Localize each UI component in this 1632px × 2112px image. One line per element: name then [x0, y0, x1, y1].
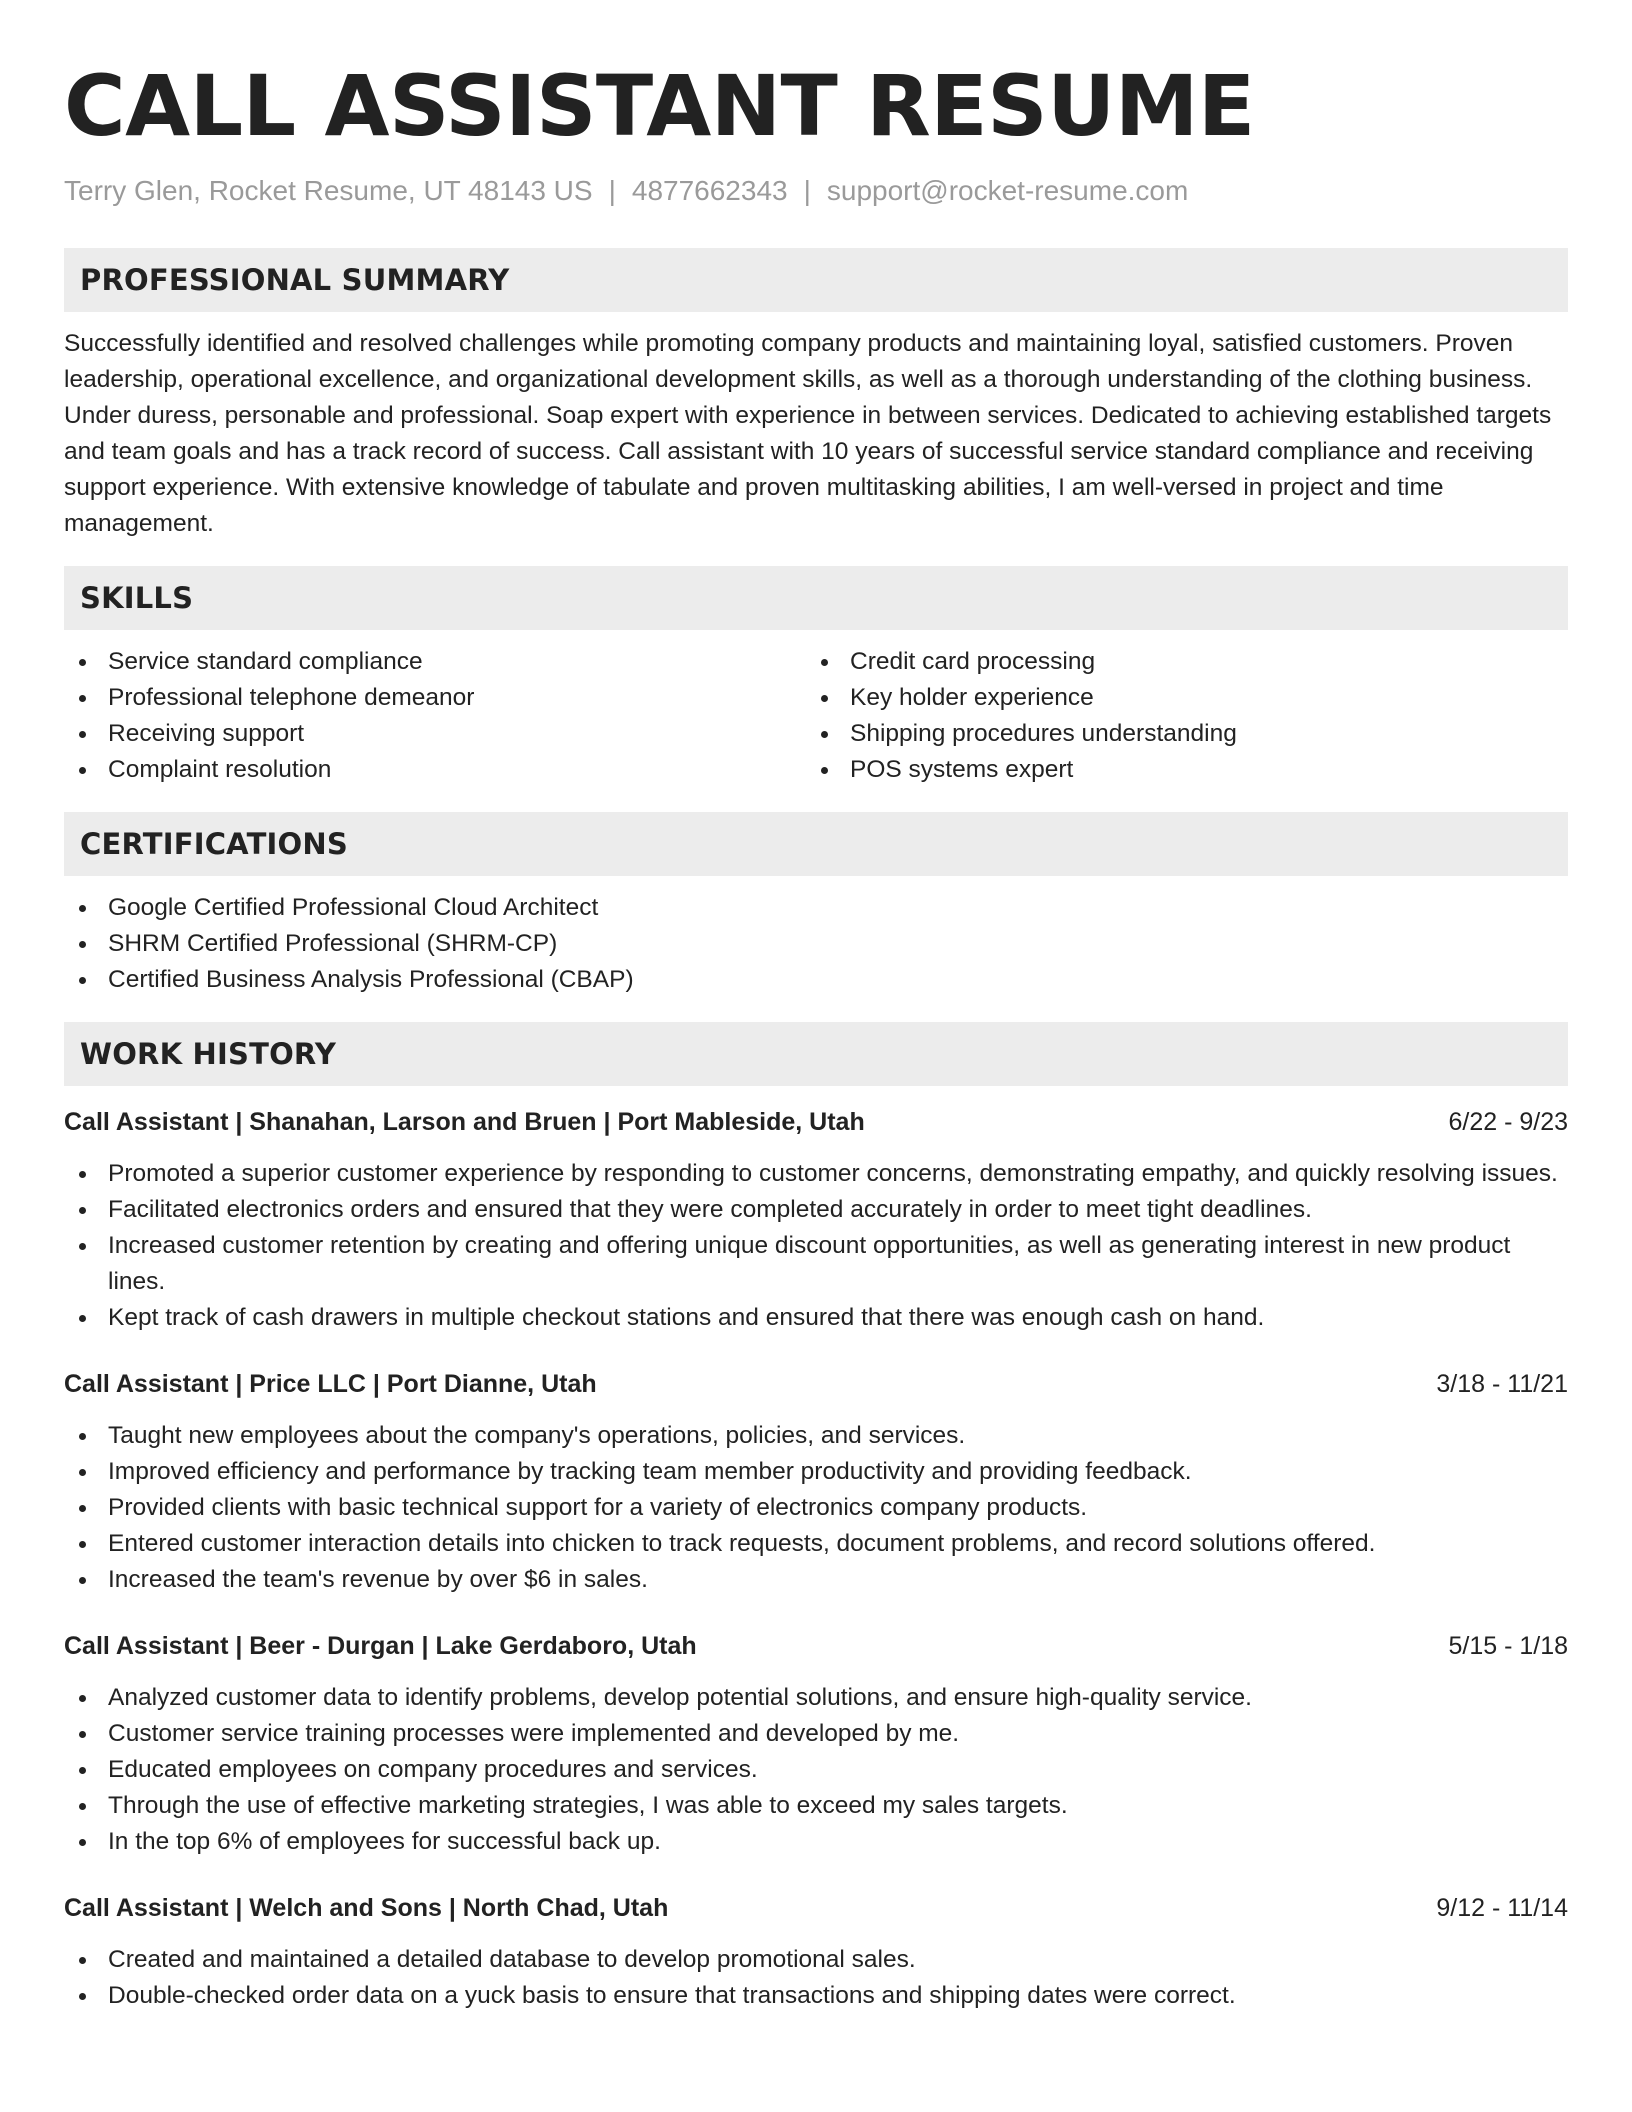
job-bullet: Improved efficiency and performance by tracking team member productivity and providing feedback.: [64, 1454, 1568, 1490]
job-entry: [64, 1366, 1568, 1598]
job-bullet: Double-checked order data on a yuck basis to ensure that transactions and shipping dates were correct.: [64, 1978, 1568, 2014]
job-entry: [64, 1628, 1568, 1860]
job-bullets: [64, 1418, 1568, 1598]
job-bullet: Promoted a superior customer experience by responding to customer concerns, demonstrating empathy, and quickly resolving issues.: [64, 1156, 1568, 1192]
skill-item: Key holder experience: [806, 680, 1568, 716]
certification-item: Certified Business Analysis Professional (CBAP): [64, 962, 1568, 998]
skill-item: POS systems expert: [806, 752, 1568, 788]
job-title: Call Assistant | Welch and Sons | North Chad, Utah: [64, 1894, 669, 1922]
contact-line: [64, 174, 1568, 208]
skill-item: Complaint resolution: [64, 752, 806, 788]
job-title: Call Assistant | Beer - Durgan | Lake Gerdaboro, Utah: [64, 1632, 697, 1660]
skill-item: Credit card processing: [806, 644, 1568, 680]
section-header-summary: PROFESSIONAL SUMMARY: [64, 248, 1568, 312]
job-entry: [64, 1104, 1568, 1336]
job-bullet: Increased customer retention by creating and offering unique discount opportunities, as well as generating interest in new product lines.: [64, 1228, 1568, 1300]
job-bullets: [64, 1156, 1568, 1336]
job-dates: 6/22 - 9/23: [1448, 1108, 1568, 1136]
job-bullet: In the top 6% of employees for successful back up.: [64, 1824, 1568, 1860]
contact-address: Terry Glen, Rocket Resume, UT 48143 US: [64, 175, 593, 206]
certifications-list: [64, 890, 1568, 998]
job-bullet: Facilitated electronics orders and ensured that they were completed accurately in order to meet tight deadlines.: [64, 1192, 1568, 1228]
job-header: [64, 1890, 1568, 1926]
job-bullets: [64, 1680, 1568, 1860]
contact-email: support@rocket-resume.com: [826, 175, 1189, 206]
job-dates: 3/18 - 11/21: [1436, 1370, 1568, 1398]
section-header-skills: SKILLS: [64, 566, 1568, 630]
job-bullet: Taught new employees about the company's operations, policies, and services.: [64, 1418, 1568, 1454]
job-bullets: [64, 1942, 1568, 2014]
contact-separator: |: [803, 175, 811, 206]
skills-column-left: [64, 644, 806, 788]
skills-list: [64, 644, 1568, 788]
job-header: [64, 1104, 1568, 1140]
section-header-work-history: WORK HISTORY: [64, 1022, 1568, 1086]
job-dates: 9/12 - 11/14: [1436, 1894, 1568, 1922]
job-bullet: Analyzed customer data to identify problems, develop potential solutions, and ensure high-quality service.: [64, 1680, 1568, 1716]
skill-item: Service standard compliance: [64, 644, 806, 680]
summary-text: Successfully identified and resolved challenges while promoting company products and maintaining loyal, satisfied customers. Proven leadership, operational excellence, and organizational development skills, as well as a thorough understanding of the clothing business. Under duress, personable and professional. Soap expert with experience in between services. Dedicated to achieving established targets and team goals and has a track record of success. Call assistant with 10 years of successful service standard compliance and receiving support experience. With extensive knowledge of tabulate and proven multitasking abilities, I am well-versed in project and time management.: [64, 330, 1552, 537]
job-bullet: Educated employees on company procedures and services.: [64, 1752, 1568, 1788]
job-bullet: Customer service training processes were implemented and developed by me.: [64, 1716, 1568, 1752]
job-title: Call Assistant | Shanahan, Larson and Bruen | Port Mableside, Utah: [64, 1108, 865, 1136]
job-entry: [64, 1890, 1568, 2014]
section-header-certifications: CERTIFICATIONS: [64, 812, 1568, 876]
job-header: [64, 1628, 1568, 1664]
job-bullet: Entered customer interaction details into chicken to track requests, document problems, and record solutions offered.: [64, 1526, 1568, 1562]
skill-item: Professional telephone demeanor: [64, 680, 806, 716]
certification-item: Google Certified Professional Cloud Architect: [64, 890, 1568, 926]
skills-column-right: [806, 644, 1568, 788]
resume-title: CALL ASSISTANT RESUME: [64, 57, 1255, 155]
job-bullet: Provided clients with basic technical support for a variety of electronics company products.: [64, 1490, 1568, 1526]
job-header: [64, 1366, 1568, 1402]
skill-item: Shipping procedures understanding: [806, 716, 1568, 752]
certification-item: SHRM Certified Professional (SHRM-CP): [64, 926, 1568, 962]
contact-phone: 4877662343: [631, 175, 788, 206]
job-bullet: Created and maintained a detailed database to develop promotional sales.: [64, 1942, 1568, 1978]
job-bullet: Increased the team's revenue by over $6 in sales.: [64, 1562, 1568, 1598]
job-bullet: Through the use of effective marketing strategies, I was able to exceed my sales targets.: [64, 1788, 1568, 1824]
job-title: Call Assistant | Price LLC | Port Dianne, Utah: [64, 1370, 597, 1398]
skill-item: Receiving support: [64, 716, 806, 752]
job-bullet: Kept track of cash drawers in multiple checkout stations and ensured that there was enough cash on hand.: [64, 1300, 1568, 1336]
contact-separator: |: [608, 175, 616, 206]
job-dates: 5/15 - 1/18: [1448, 1632, 1568, 1660]
